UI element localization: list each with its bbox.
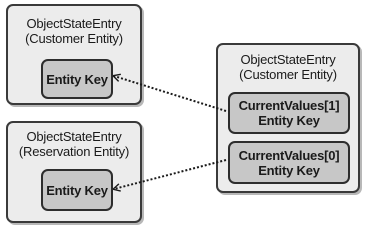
current-values-1-label: CurrentValues[1] bbox=[238, 98, 340, 113]
customer-entity-key-label: Entity Key bbox=[46, 71, 108, 87]
reservation-entity-key-label: Entity Key bbox=[46, 182, 108, 198]
reservation-entity-key bbox=[41, 169, 113, 211]
reservation-entry-title-line1: ObjectStateEntry bbox=[26, 129, 122, 144]
current-values-1-entity-key: Entity Key bbox=[258, 113, 320, 128]
current-values-0-label: CurrentValues[0] bbox=[238, 147, 340, 163]
reservation-entry-title-line2: (Reservation Entity) bbox=[18, 144, 130, 159]
customer-entity-key bbox=[41, 59, 113, 99]
customer-entry-title bbox=[8, 16, 140, 46]
source-entry-title bbox=[218, 52, 358, 82]
customer-entity-state-entry bbox=[6, 4, 142, 105]
reservation-entity-state-entry bbox=[6, 121, 142, 223]
current-values-0-box bbox=[228, 141, 350, 184]
source-entry-title-line1: ObjectStateEntry bbox=[240, 52, 336, 67]
current-values-0-entity-key: Entity Key bbox=[258, 162, 320, 178]
customer-entry-title-line2: (Customer Entity) bbox=[25, 31, 123, 46]
source-entry-title-line2: (Customer Entity) bbox=[239, 67, 337, 82]
customer-entry-title-line1: ObjectStateEntry bbox=[26, 16, 122, 31]
source-customer-state-entry bbox=[216, 43, 360, 193]
reservation-entry-title bbox=[8, 129, 140, 159]
current-values-1-box bbox=[228, 92, 350, 134]
